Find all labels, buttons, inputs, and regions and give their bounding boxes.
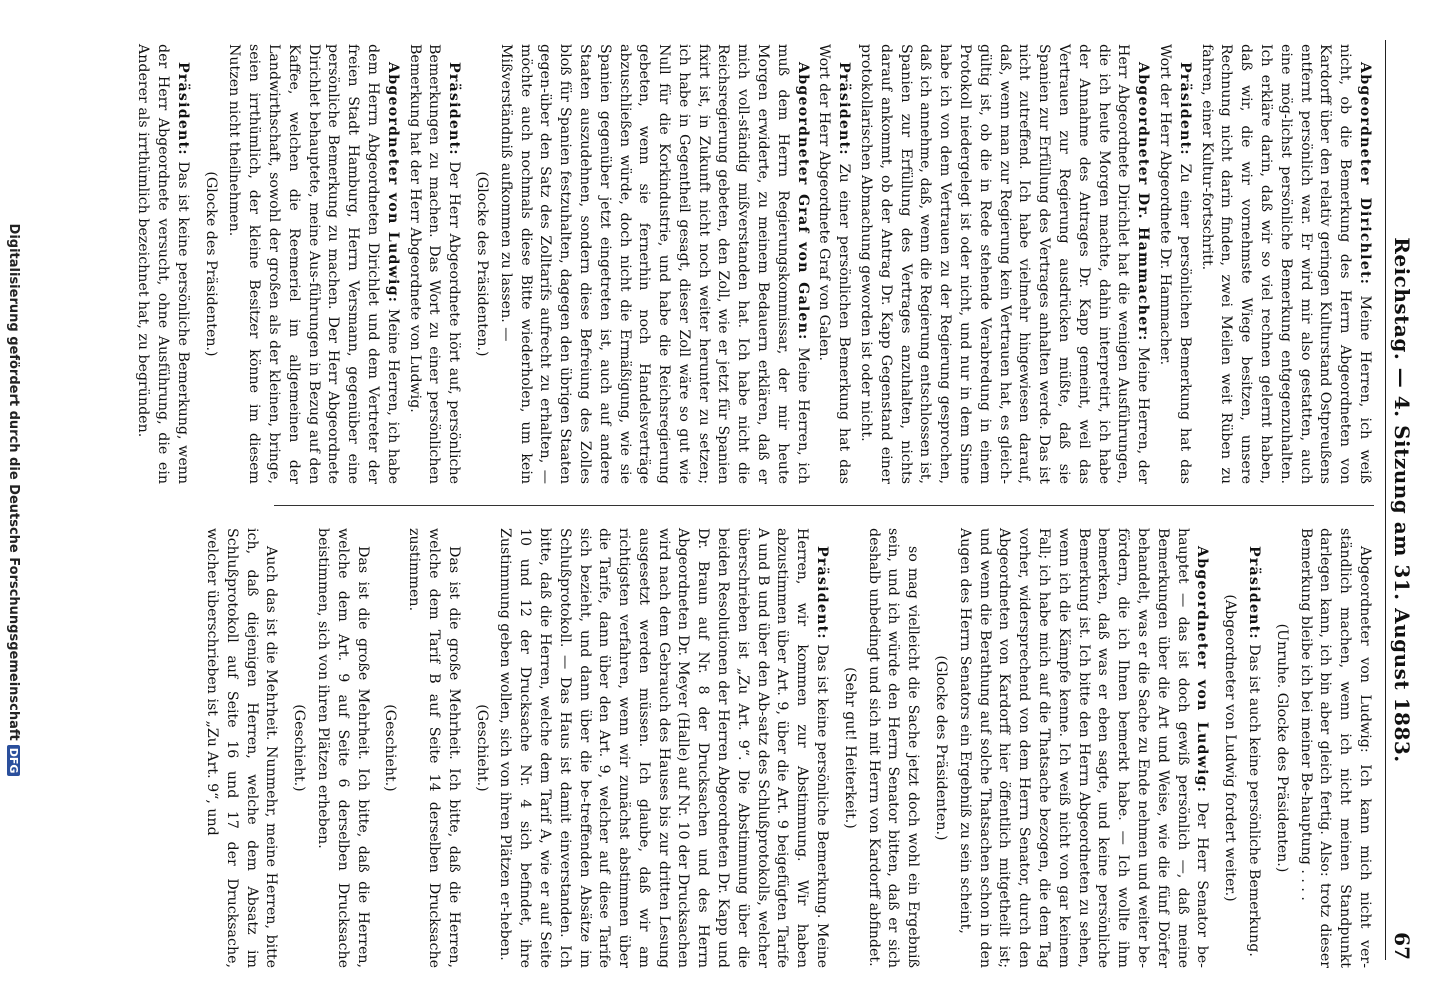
paragraph-text: Das ist keine persönliche Bemerkung. Meine Herren, wir kommen zur Abstimmung. Wir haben abzustimmen über Art. 9, über die Art. 9 beigefügten Tarife A und B und über den Ab-satz des Schlußprotokolls, welcher überschrieben ist „Zu Art. 9“. Die Abstimmung über die beiden Resolutionen der Herren Abgeordneten Dr. Kapp und Dr. Braun auf Nr. 8 der Drucksachen und des Herrn Abgeordneten Dr. Meyer (Halle) auf Nr. 10 der Drucksachen wird nach dem Gebrauch des Hauses bis zur dritten Lesung ausgesetzt werden müssen. Ich glaube, daß wir am richtigsten verfahren, wenn wir zunächst abstimmen über die Tarife, dann über den Art. 9, welcher auf diese Tarife sich bezieht, und dann über die be-treffenden Absätze im Schlußprotokoll. — Das Haus ist damit einverstanden. Ich bitte, daß die Herren, welche dem Tarif A, wie er auf Seite 10 und 12 der Drucksache Nr. 4 sich befindet, ihre Zustimmung geben wollen, sich von ihren Plätzen er-heben. [497,528,831,968]
paragraph-text: Meine Herren, der Herr Abgeordnete Dirichlet hat die wenigen Ausführungen, die ich heute Morgen machte, dahin interpretirt, ich habe der Annahme des Antrages Dr. Kapp gemeint, weil das Vertrauen zur Regierung ausdrücken müßte, daß sie Spanien zur Erfüllung des Vertrages anhalten werde. Das ist nicht zutreffend. Ich habe vielmehr hingewiesen darauf, daß, wenn man zur Regierung kein Vertrauen hat, es gleich-gültig ist, ob die in Rede stehende Verabredung in einem Protokoll niedergelegt ist oder nicht, und nur in dem Sinne habe ich von dem Vertrauen zu der Regierung gesprochen, daß ich annehme, daß, wenn die Regierung entschlossen ist, Spanien zur Erfüllung des Vertrages anzuhalten, nichts darauf ankommt, ob der Antrag Dr. Kapp Gegenstand einer protokollarischen Abmachung geworden ist oder nicht. [858,44,1152,485]
paragraph-text: Zu einer persönlichen Bemerkung hat das Wort der Herr Abgeordnete Dr. Hammacher. [1157,44,1193,485]
paragraph-text: Der Herr Abgeordnete hört auf, persönliche Bemerkungen zu machen. Das Wort zu einer persönlichen Bemerkung hat der Herr Abgeordnete von Ludwig. [406,44,463,484]
right-column [199,528,1374,968]
paragraph-text: Der Herr Senator be-hauptet — das ist doch gewiß persönlich —, daß meine Bemerkungen über die Art und Weise, wie die fünf Dörfer behandelt, was er die Sache zu Ende nehmen und weiter be-fördern, die ich Ihnen bemerkt habe. — Ich wollte ihm bemerken, daß was er eben sagte, und keine persönliche Bemerkung ist. Ich bitte den Herrn Abgeordneten zu sehen, wenn ich die Kämpfe kenne. Ich weiß nicht von gar keinem Fall; ich habe mich auf die Thatsache bezogen, die dem Tag vorher, widersprechend von dem Herrn Senator, durch den Abgeordneten von Kardorff hier öffentlich mitgetheilt ist; und wenn die Berathung auf solche Thatsachen schon in den Augen des Herrn Senators ein Ergebniß zu sein scheint, [956,528,1211,968]
stage-direction: (Sehr gut! Heiterkeit.) [841,667,858,829]
speaker-name: Abgeordneter von Ludwig: [384,62,401,304]
page-number: 67 [1390,932,1414,960]
paragraph-text: Abgeordneter von Ludwig: Ich kann mich nicht ver-ständlich machen, wenn ich nicht meinen Standpunkt darlegen kann, ich bin aber gleich fertig. Also: trotz dieser Bemerkung bleibe ich bei meiner Be-hauptung . . . . [1297,528,1373,968]
paragraph [1154,44,1194,484]
paragraph [855,44,1152,484]
speaker-name: Präsident: [1246,546,1263,640]
paragraph [132,44,191,484]
paragraph-text: Meine Herren, ich weiß nicht, ob die Bemerkung des Herrn Abgeordneten von Kardorff über den relativ geringen Kulturstand Ostpreußens entfernt persönlich war. Er wird mir also gestatten, auch eine mög-lichst persönliche Bemerkung entgegenzuhalten. Ich erkläre darin, daß wir so viel rechnen gelernt haben, daß wir, die wir vornehmste Wiege besitzen, unsere Rechnung nicht darin finden, zwei Meilen weit Rüben zu fahren, einer Kultur-fortschritt. [1198,44,1373,485]
paragraph [403,528,462,968]
paragraph-text: Meine Herren, ich muß dem Herrn Regierungskommissar, der mir heute Morgen erwiderte, zu meinem Bedauern erklären, daß er mich voll-ständig mißverstanden hat. Ich habe nicht die Reichsregierung gebeten, den Zoll, wie er jetzt für Spanien fixirt ist, in Zukunft nicht noch weiter herunter zu setzen; ich habe in Gegentheil gesagt, dieser Zoll wäre so gut wie Null für die Korkindustrie, und habe die Reichsregierung gebeten, wenn sie fernerhin noch Handelsverträge abzuschließen würde, doch nicht die Ermäßigung, wie sie Spanien gegenüber jetzt eingetreten ist, auch auf andere Staaten auszudehnen, sondern diese Befreiung des Zolles bloß für Spanien festzuhalten, dagegen den übrigen Staaten gegen-über den Satz des Zolltarifs aufrecht zu erhalten, — möchte auch nochmals diese Bitte wiederholen, um kein Mißverständniß aufkommen zu lassen. — [497,44,811,485]
paragraph-text: Zu einer persönlichen Bemerkung hat das Wort der Herr Abgeordnete Graf von Galen. [816,44,853,485]
paragraph [312,528,371,968]
stage-direction: (Geschieht.) [291,704,308,792]
dfg-logo-icon: DFG [7,745,20,777]
stage-direction: (Glocke des Präsidenten.) [202,171,219,357]
paragraph-text: Das ist auch keine persönliche Bemerkung. [1246,644,1263,957]
speaker-name: Abgeordneter Graf von Galen: [794,62,811,341]
page-title: Reichstag. — 4. Sitzung am 31. August 1883. [1390,237,1414,763]
left-column [130,44,1374,484]
speaker-name: Abgeordneter Dirichlet: [1357,62,1373,286]
stage-direction: (Abgeordneter von Ludwig fordert weiter.) [1222,594,1239,902]
footer [6,0,21,1000]
paragraph-text: Das ist keine persönliche Bemerkung, wenn der Herr Abgeordnete versucht, ohne Ausführung, die ein Anderer als irrthümlich bezeichnet hat, zu begründen. [135,44,191,484]
paragraph [1295,528,1374,968]
stage-direction: (Unruhe. Glocke des Präsidenten.) [1273,623,1290,873]
speaker-name: Präsident: [814,546,831,640]
paragraph-text: Das ist die große Mehrheit. Ich bitte, daß die Herren, welche dem Art. 9 auf Seite 6 derselben Drucksache beistimmen, sich von ihren Plätzen erheben. [314,528,371,968]
paragraph [814,44,854,484]
stage-direction: (Geschieht.) [473,704,490,792]
stage-direction: (Geschieht.) [382,704,399,792]
column-divider [274,505,1374,506]
paragraph [404,44,463,484]
footer-text: Digitalisierung gefördert durch die Deutsche Forschungsgemeinschaft [6,223,21,741]
stage-direction: (Glocke des Präsidenten.) [933,655,950,841]
speaker-name: Präsident: [1176,62,1193,156]
paragraph [201,528,280,968]
paragraph [954,528,1211,968]
speaker-name: Präsident: [836,62,853,156]
paragraph [1196,44,1374,484]
paragraph [224,44,402,484]
paragraph-text: Meine Herren, ich habe dem Herrn Abgeordneten Dirichlet und dem Vertreter der freien Stadt Hamburg, Herrn Versmann, gegenüber eine persönliche Bemerkung zu machen. Der Herr Abgeordnete Dirichlet behauptete, meine Aus-führungen in Bezug auf den Kaffee, welchen die Reemeriel im allgemeinen der Landwirthschaft, sowohl der großen als der kleinen, bringe, seien irrthümlich, der kleine Besitzer könne im diesem Nutzen nicht theilnehmen. [226,44,401,484]
stage-direction: (Glocke des Präsidenten.) [473,171,490,357]
speaker-name: Präsident: [446,62,463,156]
paragraph [495,528,832,968]
page-header [1385,40,1416,960]
paragraph [863,528,922,968]
paragraph-text: Das ist die große Mehrheit. Ich bitte, daß die Herren, welche dem Tarif B auf Seite 14 derselben Drucksache zustimmen. [406,528,462,968]
paragraph-text: so mag vielleicht die Sache jetzt doch wohl ein Ergebniß sein, und ich würde den Herrn Senator bitten, daß er sich deshalb unbedingt und sich mit Herrn von Kardorff abfindet. [865,528,922,968]
speaker-name: Präsident: [174,62,191,156]
paragraph [1243,528,1263,968]
paragraph-text: Auch das ist die Mehrheit. Nunmehr, meine Herren, bitte ich, daß diejenigen Herren, welche dem Absatz im Schlußprotokoll auf Seite 16 und 17 der Drucksache, welcher überschrieben ist „Zu Art. 9“, und [203,528,280,968]
speaker-name: Abgeordneter Dr. Hammacher: [1135,62,1152,342]
speaker-name: Abgeordneter von Ludwig: [1194,546,1211,794]
paragraph [495,44,812,484]
